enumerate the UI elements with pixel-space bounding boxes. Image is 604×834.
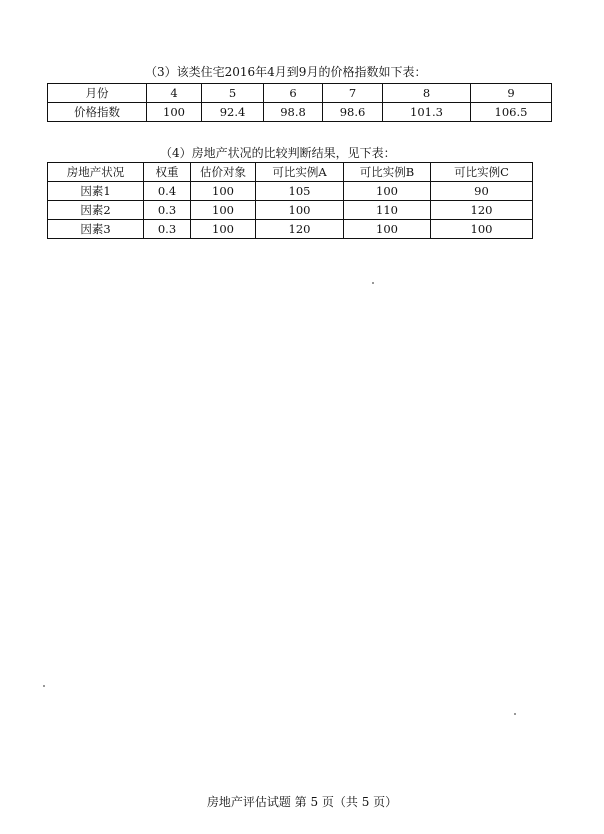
table-cell: 因素2	[48, 201, 144, 220]
table-cell: 100	[344, 182, 431, 201]
table-row	[48, 103, 552, 122]
table-cell: 9	[471, 84, 552, 103]
table-cell: 价格指数	[48, 103, 147, 122]
table-cell: 100	[256, 201, 344, 220]
table-cell: 因素1	[48, 182, 144, 201]
table-cell: 120	[431, 201, 533, 220]
table-cell: 0.3	[144, 220, 191, 239]
section4-caption: （4）房地产状况的比较判断结果，见下表：	[160, 146, 396, 160]
table-cell: 8	[383, 84, 471, 103]
table-header-cell: 可比实例B	[344, 163, 431, 182]
table-cell: 0.3	[144, 201, 191, 220]
table-cell: 0.4	[144, 182, 191, 201]
scan-speck	[514, 713, 516, 715]
table-cell: 100	[191, 220, 256, 239]
property-comparison-table	[47, 162, 533, 239]
price-index-table	[47, 83, 552, 122]
table-cell: 90	[431, 182, 533, 201]
table-cell: 101.3	[383, 103, 471, 122]
table-header-row	[48, 163, 533, 182]
table-cell: 100	[191, 182, 256, 201]
table-row	[48, 201, 533, 220]
table-cell: 106.5	[471, 103, 552, 122]
section3-caption: （3）该类住宅2016年4月到9月的价格指数如下表：	[145, 65, 427, 79]
table-row	[48, 220, 533, 239]
table-cell: 98.6	[323, 103, 383, 122]
table-header-cell: 可比实例C	[431, 163, 533, 182]
table-cell: 100	[147, 103, 202, 122]
table-header-cell: 房地产状况	[48, 163, 144, 182]
table-cell: 6	[264, 84, 323, 103]
table-cell: 4	[147, 84, 202, 103]
table-cell: 因素3	[48, 220, 144, 239]
table-row	[48, 182, 533, 201]
table-header-cell: 可比实例A	[256, 163, 344, 182]
scan-speck	[372, 282, 374, 284]
table-cell: 120	[256, 220, 344, 239]
table-cell: 92.4	[202, 103, 264, 122]
table-cell: 105	[256, 182, 344, 201]
table-cell: 5	[202, 84, 264, 103]
table-cell: 100	[191, 201, 256, 220]
table-cell: 100	[431, 220, 533, 239]
scan-speck	[43, 685, 45, 687]
table-cell: 7	[323, 84, 383, 103]
page-footer: 房地产评估试题 第 5 页（共 5 页）	[206, 795, 398, 809]
table-cell: 110	[344, 201, 431, 220]
table-row	[48, 84, 552, 103]
table-header-cell: 估价对象	[191, 163, 256, 182]
table-header-cell: 权重	[144, 163, 191, 182]
table-cell: 98.8	[264, 103, 323, 122]
table-cell: 月份	[48, 84, 147, 103]
table-cell: 100	[344, 220, 431, 239]
